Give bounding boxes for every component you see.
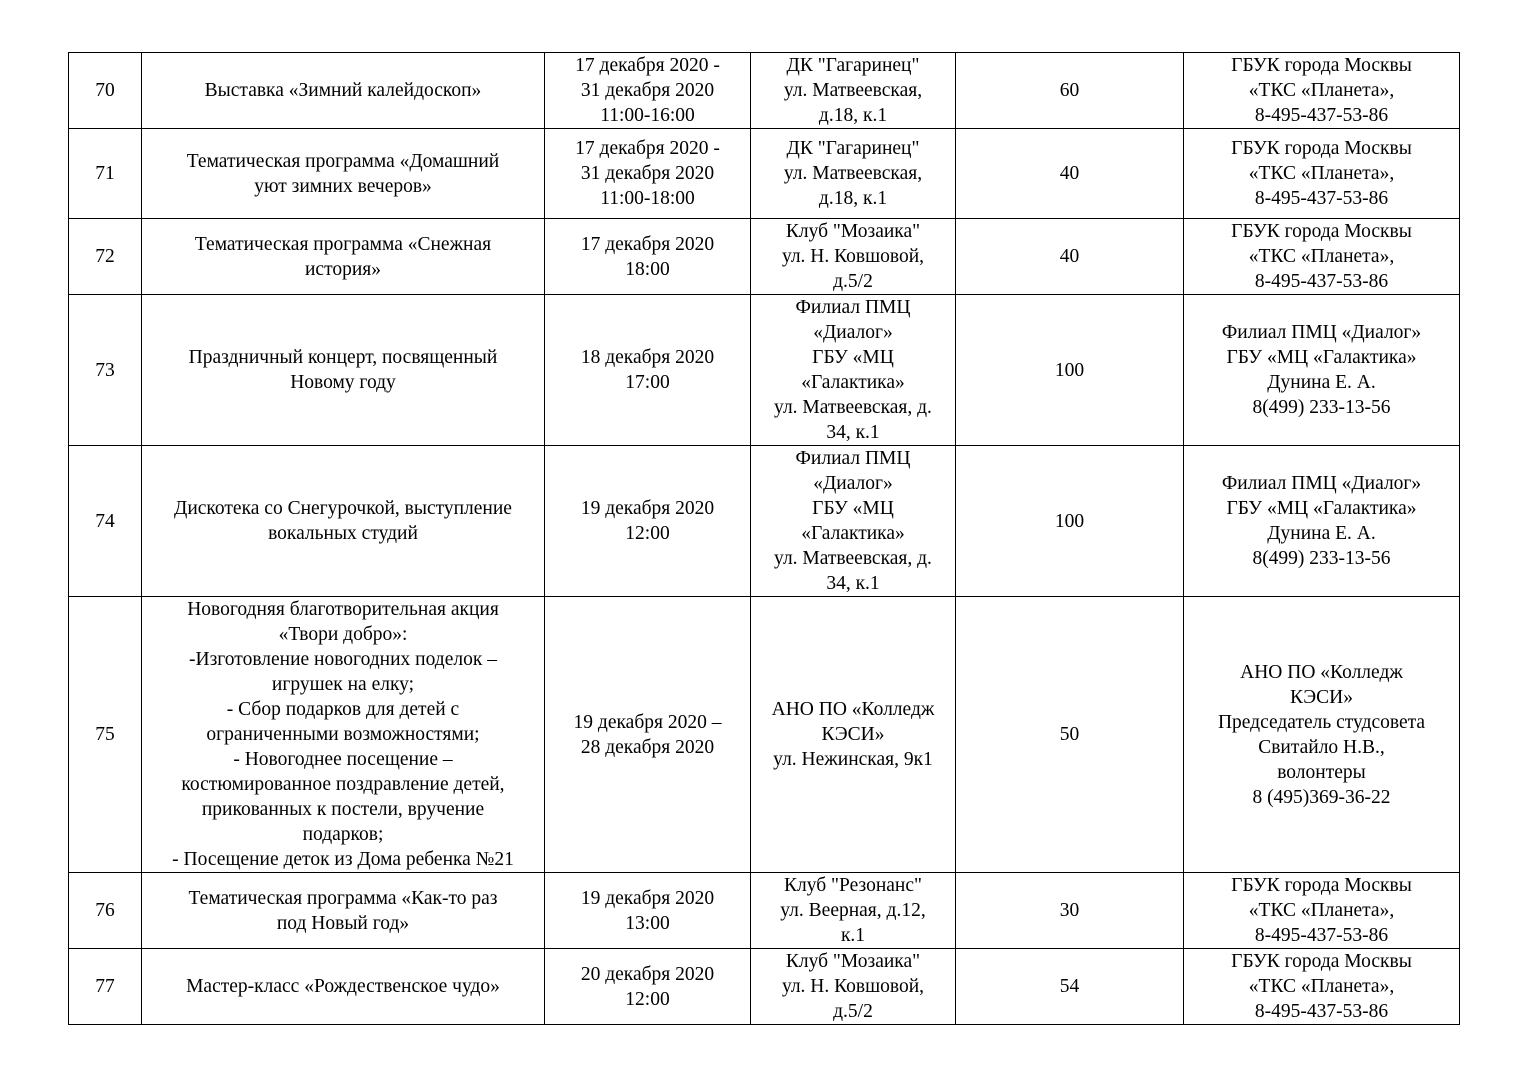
event-date: 17 декабря 2020 18:00 (545, 219, 751, 295)
event-date: 19 декабря 2020 – 28 декабря 2020 (545, 597, 751, 873)
event-date: 20 декабря 2020 12:00 (545, 949, 751, 1025)
participant-count: 50 (956, 597, 1184, 873)
table-row (69, 446, 1460, 597)
table-row (69, 53, 1460, 129)
row-number: 77 (69, 949, 142, 1025)
event-date: 19 декабря 2020 12:00 (545, 446, 751, 597)
row-number: 71 (69, 129, 142, 219)
participant-count: 40 (956, 219, 1184, 295)
organizer: ГБУК города Москвы «ТКС «Планета», 8-495-437-53-86 (1184, 949, 1460, 1025)
organizer: ГБУК города Москвы «ТКС «Планета», 8-495-437-53-86 (1184, 129, 1460, 219)
participant-count: 60 (956, 53, 1184, 129)
row-number: 73 (69, 295, 142, 446)
event-place: Клуб "Мозаика" ул. Н. Ковшовой, д.5/2 (751, 949, 956, 1025)
organizer: АНО ПО «Колледж КЭСИ» Председатель студсовета Свитайло Н.В., волонтеры 8 (495)369-36-22 (1184, 597, 1460, 873)
event-place: Клуб "Резонанс" ул. Веерная, д.12, к.1 (751, 873, 956, 949)
row-number: 72 (69, 219, 142, 295)
table-row (69, 597, 1460, 873)
participant-count: 40 (956, 129, 1184, 219)
event-place: Филиал ПМЦ «Диалог» ГБУ «МЦ «Галактика» ул. Матвеевская, д. 34, к.1 (751, 295, 956, 446)
table-row (69, 949, 1460, 1025)
participant-count: 100 (956, 446, 1184, 597)
event-name: Тематическая программа «Домашний уют зимних вечеров» (142, 129, 545, 219)
event-name: Праздничный концерт, посвященный Новому году (142, 295, 545, 446)
organizer: Филиал ПМЦ «Диалог» ГБУ «МЦ «Галактика» Дунина Е. А. 8(499) 233-13-56 (1184, 446, 1460, 597)
row-number: 76 (69, 873, 142, 949)
participant-count: 100 (956, 295, 1184, 446)
participant-count: 30 (956, 873, 1184, 949)
event-name: Тематическая программа «Как-то раз под Новый год» (142, 873, 545, 949)
organizer: ГБУК города Москвы «ТКС «Планета», 8-495-437-53-86 (1184, 219, 1460, 295)
event-date: 17 декабря 2020 - 31 декабря 2020 11:00-18:00 (545, 129, 751, 219)
event-date: 17 декабря 2020 - 31 декабря 2020 11:00-16:00 (545, 53, 751, 129)
event-name: Тематическая программа «Снежная история» (142, 219, 545, 295)
organizer: Филиал ПМЦ «Диалог» ГБУ «МЦ «Галактика» Дунина Е. А. 8(499) 233-13-56 (1184, 295, 1460, 446)
table-row (69, 219, 1460, 295)
organizer: ГБУК города Москвы «ТКС «Планета», 8-495-437-53-86 (1184, 53, 1460, 129)
organizer: ГБУК города Москвы «ТКС «Планета», 8-495-437-53-86 (1184, 873, 1460, 949)
event-name: Дискотека со Снегурочкой, выступление вокальных студий (142, 446, 545, 597)
table-row (69, 295, 1460, 446)
row-number: 75 (69, 597, 142, 873)
event-name: Выставка «Зимний калейдоскоп» (142, 53, 545, 129)
participant-count: 54 (956, 949, 1184, 1025)
table-row (69, 129, 1460, 219)
event-place: ДК "Гагаринец" ул. Матвеевская, д.18, к.1 (751, 129, 956, 219)
table-row (69, 873, 1460, 949)
event-date: 19 декабря 2020 13:00 (545, 873, 751, 949)
events-table (68, 52, 1460, 1025)
event-date: 18 декабря 2020 17:00 (545, 295, 751, 446)
row-number: 70 (69, 53, 142, 129)
event-name: Новогодняя благотворительная акция «Твори добро»: -Изготовление новогодних поделок – игрушек на елку; - Сбор подарков для детей с ограниченными возможностями; - Новогоднее посещение – костюмированное поздравление детей, прикованных к постели, вручение подарков; - Посещение деток из Дома ребенка №21 (142, 597, 545, 873)
event-place: АНО ПО «Колледж КЭСИ» ул. Нежинская, 9к1 (751, 597, 956, 873)
event-name: Мастер-класс «Рождественское чудо» (142, 949, 545, 1025)
event-place: Клуб "Мозаика" ул. Н. Ковшовой, д.5/2 (751, 219, 956, 295)
event-place: ДК "Гагаринец" ул. Матвеевская, д.18, к.1 (751, 53, 956, 129)
row-number: 74 (69, 446, 142, 597)
event-place: Филиал ПМЦ «Диалог» ГБУ «МЦ «Галактика» ул. Матвеевская, д. 34, к.1 (751, 446, 956, 597)
